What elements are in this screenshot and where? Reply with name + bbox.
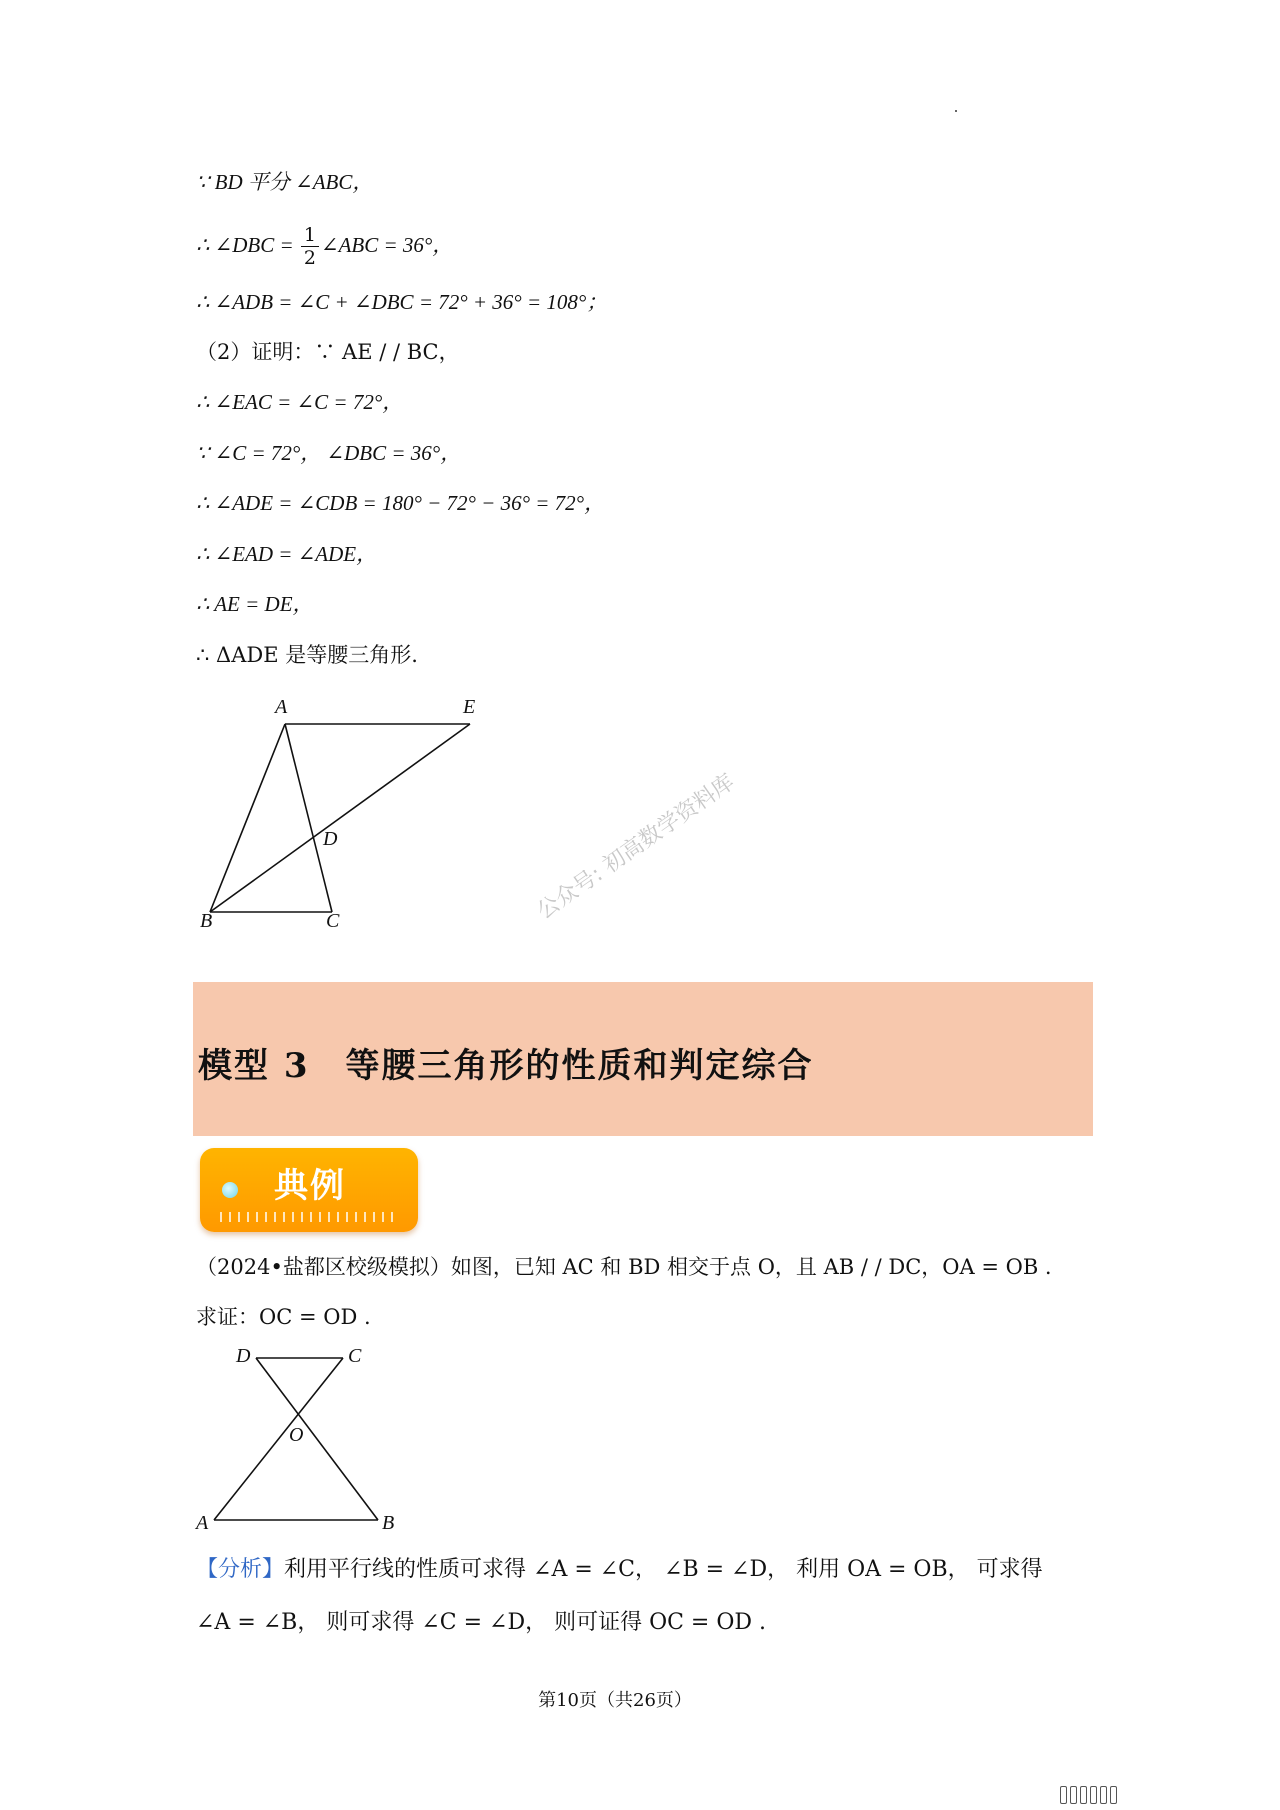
watermark: 公众号: 初高数学资料库	[532, 769, 740, 925]
step-line-7: ∴ ∠ADE = ∠CDB = 180° − 72° − 36° = 72°，	[196, 491, 606, 515]
point-label-C: C	[326, 910, 340, 932]
point-label-A: A	[196, 1512, 209, 1534]
point-label-D: D	[323, 828, 338, 850]
example-badge-label: 典例	[274, 1166, 346, 1206]
problem-line-1: （2024•盐都区校级模拟）如图，已知 AC 和 BD 相交于点 O，且 AB / / DC，OA = OB .	[196, 1255, 1052, 1279]
point-label-C: C	[348, 1345, 362, 1367]
analysis-tag: 【分析】	[196, 1557, 285, 1582]
point-label-B: B	[382, 1512, 395, 1534]
step-line-9: ∴ AE = DE，	[196, 592, 314, 616]
step-line-1: ∵ BD 平分 ∠ABC，	[196, 170, 374, 194]
analysis-line-1: 【分析】利用平行线的性质可求得 ∠A = ∠C， ∠B = ∠D， 利用 OA = OB， 可求得	[196, 1557, 1043, 1582]
scan-marks-icon	[1060, 1786, 1120, 1808]
segment-BD	[256, 1358, 378, 1520]
triangle-figure-1	[190, 690, 510, 940]
example-badge	[200, 1148, 418, 1232]
analysis-line-2: ∠A = ∠B， 则可求得 ∠C = ∠D， 则可证得 OC = OD .	[196, 1610, 767, 1635]
step-line-3: ∴ ∠ADB = ∠C + ∠DBC = 72° + 36° = 108°；	[196, 290, 608, 314]
fraction-one-half: $\frac{1}{2}$	[301, 224, 319, 269]
speck	[955, 110, 957, 112]
point-label-O: O	[289, 1424, 304, 1446]
section-title: 模型 3 等腰三角形的性质和判定综合	[198, 1046, 814, 1086]
segment-AB	[210, 724, 285, 912]
badge-dot-icon	[222, 1182, 238, 1198]
step-line-4: （2）证明：∵ AE / / BC，	[196, 340, 460, 364]
point-label-B: B	[200, 910, 213, 932]
ruler-ticks-icon	[220, 1212, 398, 1222]
segment-BE	[210, 724, 470, 912]
segment-AC	[214, 1358, 343, 1520]
step-line-10: ∴ ΔADE 是等腰三角形.	[196, 643, 418, 667]
problem-line-2: 求证：OC = OD .	[196, 1305, 371, 1329]
segment-AC	[285, 724, 332, 912]
step-line-2: ∴ ∠DBC = $\frac{1}{2}$ ∠ABC = 36°，	[196, 224, 454, 269]
step-line-5: ∴ ∠EAC = ∠C = 72°，	[196, 390, 404, 414]
step-line-8: ∴ ∠EAD = ∠ADE，	[196, 542, 378, 566]
page-footer: 第10页（共26页）	[538, 1690, 692, 1711]
point-label-D: D	[236, 1345, 251, 1367]
point-label-E: E	[463, 696, 476, 718]
step-line-6: ∵ ∠C = 72°， ∠DBC = 36°，	[196, 441, 462, 465]
hourglass-figure-2	[190, 1340, 420, 1540]
point-label-A: A	[275, 696, 288, 718]
